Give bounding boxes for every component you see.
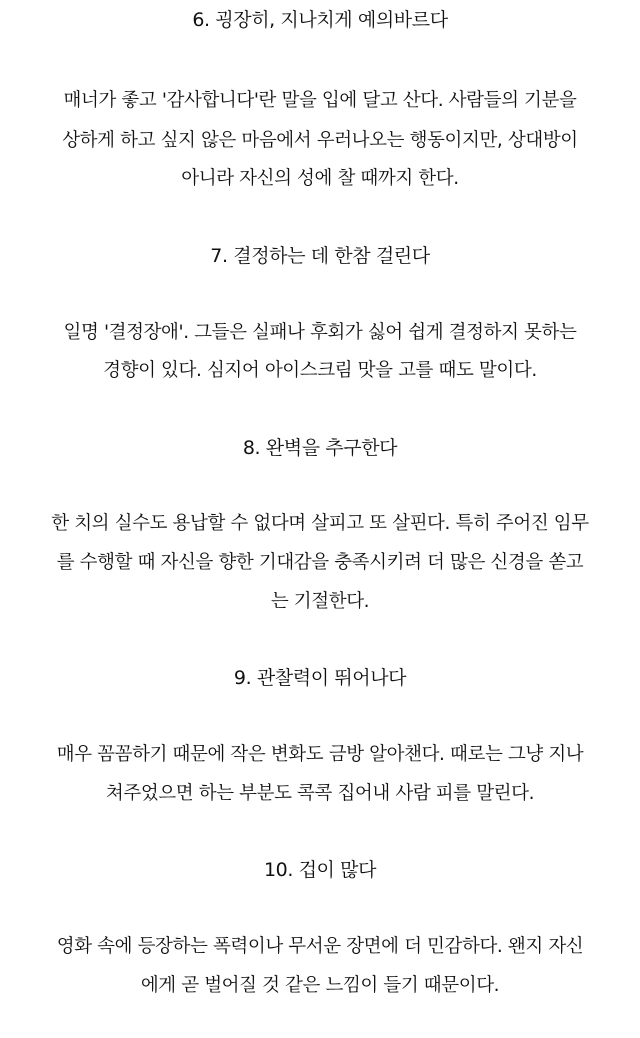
section-6-line-3: 아니라 자신의 성에 찰 때까지 한다. [181,168,459,189]
section-10-line-1: 영화 속에 등장하는 폭력이나 무서운 장면에 더 민감하다. 왠지 자신 [56,936,584,957]
section-6-heading: 6. 굉장히, 지나치게 예의바르다 [192,9,448,31]
section-9-line-2: 쳐주었으면 하는 부분도 콕콕 집어내 사람 피를 말린다. [105,783,535,804]
section-9-line-1: 매우 꼼꼼하기 때문에 작은 변화도 금방 알아챈다. 때로는 그냥 지나 [56,744,584,765]
section-7-line-1: 일명 '결정장애'. 그들은 실패나 후회가 싫어 쉽게 결정하지 못하는 [63,322,577,343]
section-8-line-1: 한 치의 실수도 용납할 수 없다며 살피고 또 살핀다. 특히 주어진 임무 [51,513,589,534]
section-7-line-2: 경향이 있다. 심지어 아이스크림 맛을 고를 때도 말이다. [103,360,537,381]
section-7-heading: 7. 결정하는 데 한참 걸린다 [210,245,430,267]
section-10-heading: 10. 겁이 많다 [263,859,377,881]
section-6-line-2: 상하게 하고 싶지 않은 마음에서 우러나오는 행동이지만, 상대방이 [62,130,578,151]
section-6-line-1: 매너가 좋고 '감사합니다'란 말을 입에 달고 산다. 사람들의 기분을 [63,90,577,111]
section-9-heading: 9. 관찰력이 뛰어나다 [233,667,407,689]
section-8-line-2: 를 수행할 때 자신을 향한 기대감을 충족시키려 더 많은 신경을 쏟고 [56,552,584,573]
section-8-heading: 8. 완벽을 추구한다 [242,437,398,459]
section-10-line-2: 에게 곧 벌어질 것 같은 느낌이 들기 때문이다. [140,975,500,996]
section-8-line-3: 는 기절한다. [270,591,370,612]
